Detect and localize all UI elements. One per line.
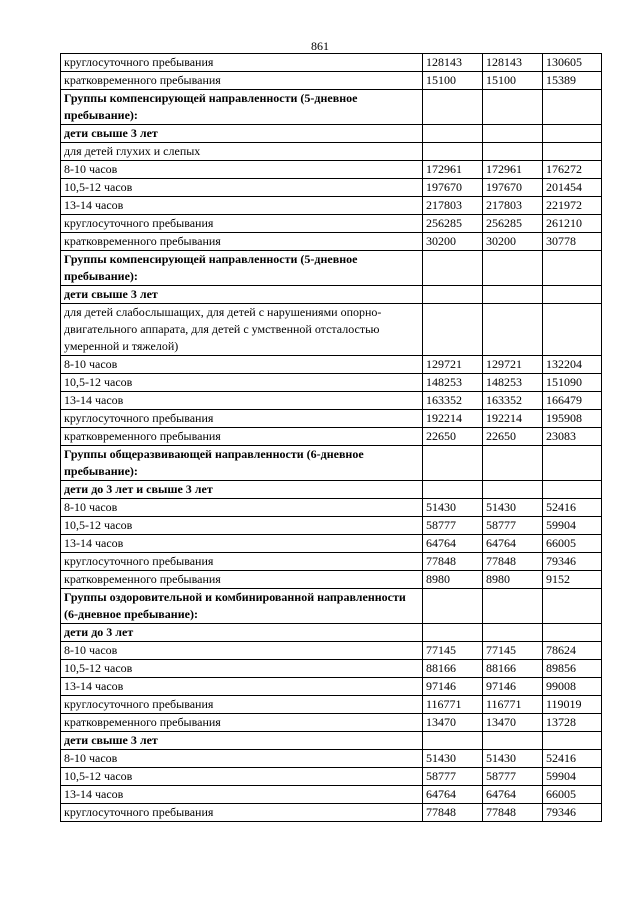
value-cell-1: 163352 — [423, 392, 483, 410]
value-cell-1 — [423, 90, 483, 125]
value-cell-3 — [543, 624, 602, 642]
section-heading-cell: дети свыше 3 лет — [61, 286, 423, 304]
table-row — [61, 125, 602, 143]
value-cell-3: 130605 — [543, 54, 602, 72]
value-cell-3 — [543, 251, 602, 286]
value-cell-1: 97146 — [423, 678, 483, 696]
row-label-cell: кратковременного пребывания — [61, 714, 423, 732]
value-cell-2 — [483, 624, 543, 642]
value-cell-2: 58777 — [483, 768, 543, 786]
value-cell-2: 64764 — [483, 786, 543, 804]
table-row — [61, 624, 602, 642]
value-cell-2: 197670 — [483, 179, 543, 197]
value-cell-1: 77145 — [423, 642, 483, 660]
section-heading-cell: дети свыше 3 лет — [61, 125, 423, 143]
value-cell-3: 78624 — [543, 642, 602, 660]
value-cell-2: 163352 — [483, 392, 543, 410]
value-cell-1: 197670 — [423, 179, 483, 197]
table-row — [61, 410, 602, 428]
value-cell-1 — [423, 251, 483, 286]
value-cell-3: 59904 — [543, 768, 602, 786]
value-cell-2: 77145 — [483, 642, 543, 660]
value-cell-3: 99008 — [543, 678, 602, 696]
value-cell-3: 66005 — [543, 786, 602, 804]
value-cell-2: 77848 — [483, 553, 543, 571]
value-cell-2: 77848 — [483, 804, 543, 822]
table-row — [61, 72, 602, 90]
value-cell-2 — [483, 286, 543, 304]
value-cell-1: 51430 — [423, 499, 483, 517]
row-label-cell: 8-10 часов — [61, 161, 423, 179]
table-row — [61, 804, 602, 822]
value-cell-2: 116771 — [483, 696, 543, 714]
table-row — [61, 161, 602, 179]
table-row — [61, 589, 602, 624]
value-cell-2: 172961 — [483, 161, 543, 179]
table-row — [61, 251, 602, 286]
value-cell-2 — [483, 90, 543, 125]
value-cell-2 — [483, 589, 543, 624]
table-row — [61, 197, 602, 215]
section-heading-cell: дети свыше 3 лет — [61, 732, 423, 750]
value-cell-2: 58777 — [483, 517, 543, 535]
value-cell-1: 58777 — [423, 517, 483, 535]
value-cell-3: 89856 — [543, 660, 602, 678]
value-cell-2 — [483, 143, 543, 161]
row-label-cell: круглосуточного пребывания — [61, 696, 423, 714]
table-row — [61, 215, 602, 233]
row-label-cell: кратковременного пребывания — [61, 428, 423, 446]
table-row — [61, 696, 602, 714]
table-body — [61, 54, 602, 822]
value-cell-1: 116771 — [423, 696, 483, 714]
value-cell-1 — [423, 446, 483, 481]
row-label-cell: 10,5-12 часов — [61, 374, 423, 392]
value-cell-1: 22650 — [423, 428, 483, 446]
value-cell-2 — [483, 125, 543, 143]
value-cell-3: 66005 — [543, 535, 602, 553]
row-label-cell: круглосуточного пребывания — [61, 804, 423, 822]
value-cell-3: 151090 — [543, 374, 602, 392]
row-label-cell: 13-14 часов — [61, 197, 423, 215]
section-heading-cell: Группы общеразвивающей направленности (6-дневное пребывание): — [61, 446, 423, 481]
value-cell-3: 221972 — [543, 197, 602, 215]
row-label-cell: 10,5-12 часов — [61, 660, 423, 678]
row-label-cell: 8-10 часов — [61, 499, 423, 517]
table-row — [61, 499, 602, 517]
table-row — [61, 481, 602, 499]
value-cell-2: 97146 — [483, 678, 543, 696]
value-cell-3: 166479 — [543, 392, 602, 410]
row-label-cell: кратковременного пребывания — [61, 233, 423, 251]
value-cell-3 — [543, 446, 602, 481]
value-cell-2: 15100 — [483, 72, 543, 90]
table-row — [61, 571, 602, 589]
value-cell-3 — [543, 304, 602, 356]
value-cell-1 — [423, 624, 483, 642]
row-label-cell: 10,5-12 часов — [61, 179, 423, 197]
value-cell-3 — [543, 90, 602, 125]
value-cell-3 — [543, 732, 602, 750]
row-label-cell: для детей слабослышащих, для детей с нарушениями опорно-двигательного аппарата, для детей с умственной отсталостью умеренной и тяжелой) — [61, 304, 423, 356]
value-cell-1: 15100 — [423, 72, 483, 90]
value-cell-2: 192214 — [483, 410, 543, 428]
tariff-table — [60, 53, 602, 822]
value-cell-1: 13470 — [423, 714, 483, 732]
row-label-cell: для детей глухих и слепых — [61, 143, 423, 161]
value-cell-3 — [543, 589, 602, 624]
row-label-cell: 8-10 часов — [61, 356, 423, 374]
value-cell-1: 217803 — [423, 197, 483, 215]
value-cell-3 — [543, 125, 602, 143]
value-cell-3: 59904 — [543, 517, 602, 535]
value-cell-1: 8980 — [423, 571, 483, 589]
value-cell-2: 13470 — [483, 714, 543, 732]
section-heading-cell: дети до 3 лет и свыше 3 лет — [61, 481, 423, 499]
value-cell-3: 23083 — [543, 428, 602, 446]
value-cell-1: 77848 — [423, 804, 483, 822]
value-cell-3: 13728 — [543, 714, 602, 732]
row-label-cell: 10,5-12 часов — [61, 517, 423, 535]
value-cell-1 — [423, 481, 483, 499]
value-cell-1: 64764 — [423, 535, 483, 553]
table-row — [61, 553, 602, 571]
value-cell-1: 51430 — [423, 750, 483, 768]
value-cell-1 — [423, 286, 483, 304]
table-row — [61, 54, 602, 72]
table-row — [61, 732, 602, 750]
table-row — [61, 517, 602, 535]
value-cell-3: 119019 — [543, 696, 602, 714]
section-heading-cell: Группы оздоровительной и комбинированной направленности (6-дневное пребывание): — [61, 589, 423, 624]
value-cell-3: 15389 — [543, 72, 602, 90]
value-cell-1 — [423, 732, 483, 750]
value-cell-1: 192214 — [423, 410, 483, 428]
value-cell-1: 58777 — [423, 768, 483, 786]
table-row — [61, 286, 602, 304]
value-cell-1: 129721 — [423, 356, 483, 374]
value-cell-2 — [483, 481, 543, 499]
value-cell-3: 176272 — [543, 161, 602, 179]
value-cell-2: 51430 — [483, 499, 543, 517]
row-label-cell: 8-10 часов — [61, 750, 423, 768]
section-heading-cell: Группы компенсирующей направленности (5-дневное пребывание): — [61, 251, 423, 286]
value-cell-2: 148253 — [483, 374, 543, 392]
value-cell-2: 256285 — [483, 215, 543, 233]
value-cell-3: 132204 — [543, 356, 602, 374]
value-cell-2: 64764 — [483, 535, 543, 553]
value-cell-2: 8980 — [483, 571, 543, 589]
row-label-cell: кратковременного пребывания — [61, 571, 423, 589]
value-cell-2: 51430 — [483, 750, 543, 768]
row-label-cell: 10,5-12 часов — [61, 768, 423, 786]
row-label-cell: круглосуточного пребывания — [61, 54, 423, 72]
table-row — [61, 642, 602, 660]
page-number: 861 — [311, 39, 329, 53]
table-row — [61, 768, 602, 786]
table-row — [61, 750, 602, 768]
value-cell-2: 30200 — [483, 233, 543, 251]
table-row — [61, 304, 602, 356]
value-cell-3: 79346 — [543, 804, 602, 822]
row-label-cell: круглосуточного пребывания — [61, 215, 423, 233]
table-row — [61, 714, 602, 732]
value-cell-2: 217803 — [483, 197, 543, 215]
value-cell-2 — [483, 446, 543, 481]
value-cell-1: 128143 — [423, 54, 483, 72]
value-cell-3: 195908 — [543, 410, 602, 428]
row-label-cell: 8-10 часов — [61, 642, 423, 660]
value-cell-3: 52416 — [543, 750, 602, 768]
table-row — [61, 90, 602, 125]
value-cell-1: 30200 — [423, 233, 483, 251]
table-row — [61, 356, 602, 374]
value-cell-1 — [423, 304, 483, 356]
table-row — [61, 535, 602, 553]
value-cell-1: 88166 — [423, 660, 483, 678]
value-cell-1 — [423, 143, 483, 161]
value-cell-3: 30778 — [543, 233, 602, 251]
value-cell-3: 261210 — [543, 215, 602, 233]
value-cell-2 — [483, 304, 543, 356]
table-row — [61, 786, 602, 804]
table-row — [61, 446, 602, 481]
section-heading-cell: дети до 3 лет — [61, 624, 423, 642]
table-row — [61, 374, 602, 392]
table-row — [61, 428, 602, 446]
value-cell-1: 64764 — [423, 786, 483, 804]
value-cell-1: 148253 — [423, 374, 483, 392]
row-label-cell: 13-14 часов — [61, 786, 423, 804]
row-label-cell: кратковременного пребывания — [61, 72, 423, 90]
value-cell-1: 256285 — [423, 215, 483, 233]
row-label-cell: 13-14 часов — [61, 678, 423, 696]
value-cell-3 — [543, 481, 602, 499]
row-label-cell: 13-14 часов — [61, 535, 423, 553]
table-row — [61, 392, 602, 410]
section-heading-cell: Группы компенсирующей направленности (5-дневное пребывание): — [61, 90, 423, 125]
value-cell-1: 172961 — [423, 161, 483, 179]
value-cell-2: 22650 — [483, 428, 543, 446]
table-row — [61, 233, 602, 251]
value-cell-3: 52416 — [543, 499, 602, 517]
value-cell-3 — [543, 143, 602, 161]
value-cell-1: 77848 — [423, 553, 483, 571]
value-cell-2 — [483, 251, 543, 286]
value-cell-2: 129721 — [483, 356, 543, 374]
value-cell-3 — [543, 286, 602, 304]
table-row — [61, 179, 602, 197]
row-label-cell: круглосуточного пребывания — [61, 553, 423, 571]
value-cell-3: 79346 — [543, 553, 602, 571]
row-label-cell: круглосуточного пребывания — [61, 410, 423, 428]
row-label-cell: 13-14 часов — [61, 392, 423, 410]
value-cell-3: 9152 — [543, 571, 602, 589]
table-row — [61, 678, 602, 696]
value-cell-2: 128143 — [483, 54, 543, 72]
value-cell-1 — [423, 589, 483, 624]
value-cell-1 — [423, 125, 483, 143]
value-cell-2 — [483, 732, 543, 750]
value-cell-2: 88166 — [483, 660, 543, 678]
table-row — [61, 660, 602, 678]
value-cell-3: 201454 — [543, 179, 602, 197]
table-row — [61, 143, 602, 161]
